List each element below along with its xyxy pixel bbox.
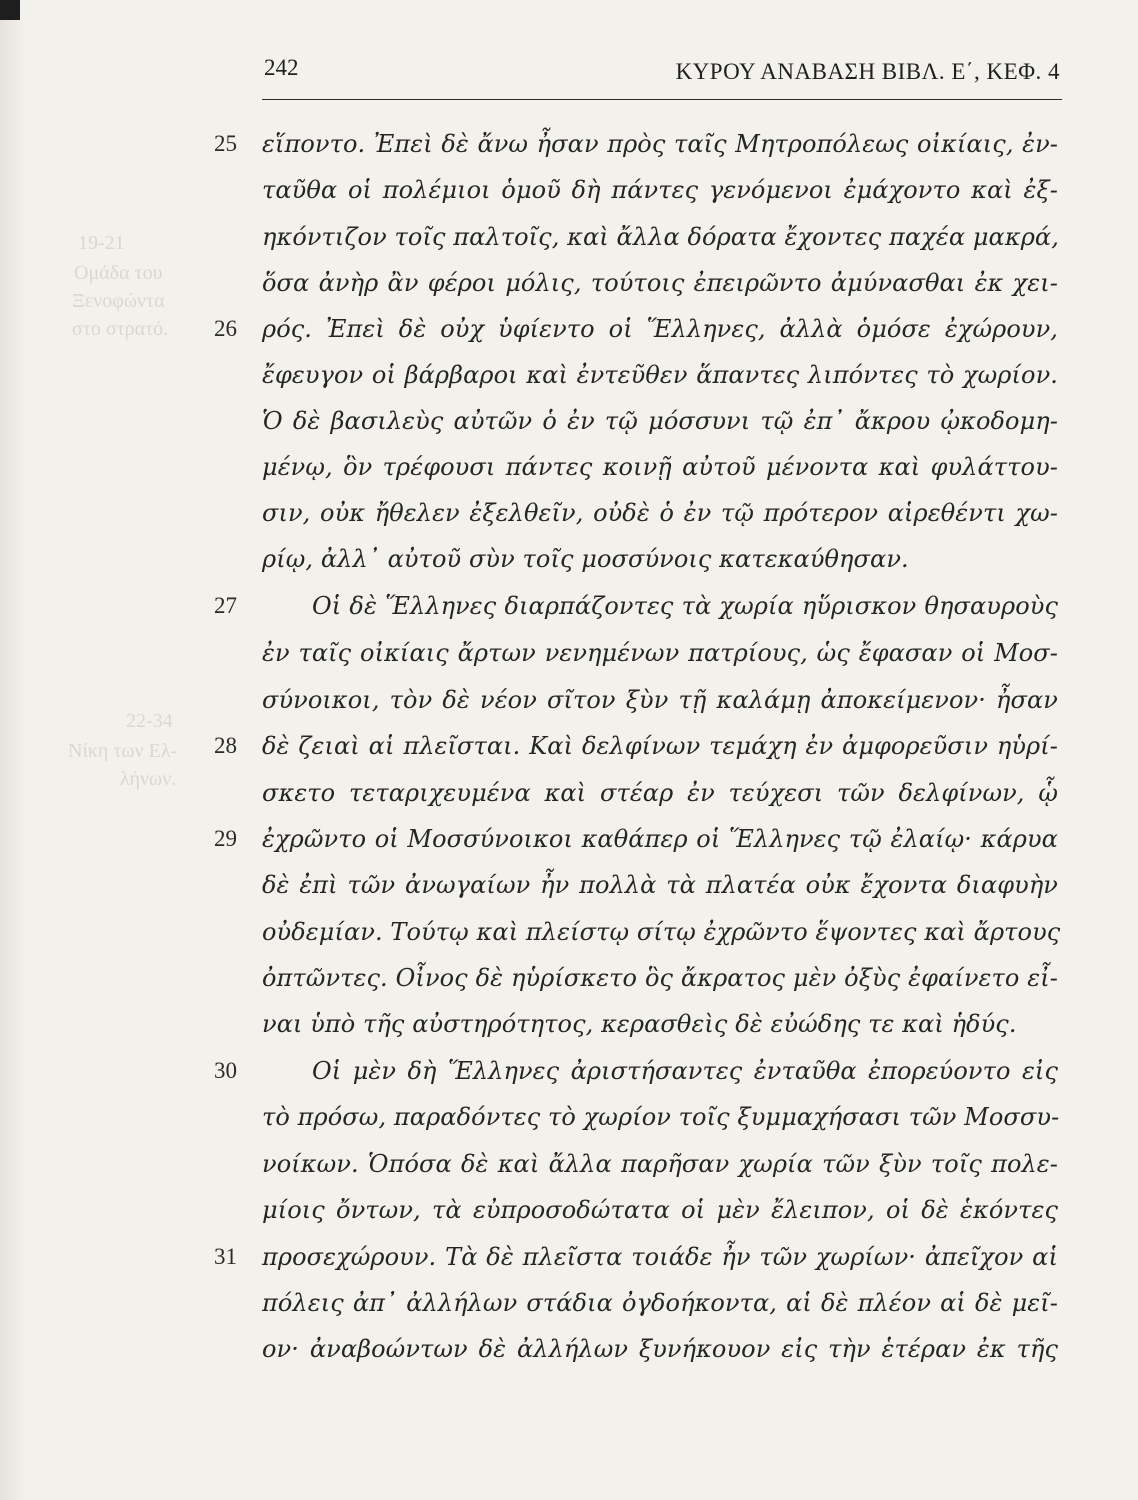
section-number: 27 [214, 593, 237, 618]
text-line: ἐν ταῖς οἰκίαις ἄρτων νενημένων πατρίους, ὡς ἔφασαν οἱ Μοσ- [262, 639, 1058, 667]
text-line: ον· ἀναβοώντων δὲ ἀλλήλων ξυνήκουον εἰς τὴν ἑτέραν ἐκ τῆς [262, 1335, 1058, 1363]
section-number: 29 [214, 826, 237, 851]
bleed-through-note: στο στρατό. [72, 318, 169, 340]
text-line: Οἱ μὲν δὴ Ἕλληνες ἀριστήσαντες ἐνταῦθα ἐπορεύοντο εἰς [312, 1057, 1058, 1085]
text-line: τὸ πρόσω, παραδόντες τὸ χωρίον τοῖς ξυμμαχήσασι τῶν Μοσσυ- [262, 1103, 1060, 1131]
text-line: ἔφευγον οἱ βάρβαροι καὶ ἐντεῦθεν ἅπαντες λιπόντες τὸ χωρίον. [262, 361, 1058, 389]
running-title: ΚΥΡΟΥ ΑΝΑΒΑΣΗ ΒΙΒΛ. Ε΄, ΚΕΦ. 4 [675, 59, 1060, 84]
text-line: ρίῳ, ἀλλ᾽ αὐτοῦ σὺν τοῖς μοσσύνοις κατεκαύθησαν. [262, 545, 909, 573]
text-line: οὐδεμίαν. Τούτῳ καὶ πλείστῳ σίτῳ ἐχρῶντο ἕψοντες καὶ ἄρτους [262, 918, 1061, 946]
text-line: σκετο τεταριχευμένα καὶ στέαρ ἐν τεύχεσι τῶν δελφίνων, ᾧ [262, 779, 1058, 807]
text-line: εἵποντο. Ἐπεὶ δὲ ἄνω ἦσαν πρὸς ταῖς Μητροπόλεως οἰκίαις, ἐν- [262, 130, 1058, 158]
text-line: Ὁ δὲ βασιλεὺς αὐτῶν ὁ ἐν τῷ μόσσυνι τῷ ἐπ᾽ ἄκρου ᾠκοδομη- [262, 407, 1058, 435]
text-line: δὲ ζειαὶ αἱ πλεῖσται. Καὶ δελφίνων τεμάχη ἐν ἀμφορεῦσιν ηὑρί- [262, 732, 1058, 760]
bleed-through-note: λήνων. [120, 768, 177, 790]
bleed-through-note: 22-34 [126, 710, 173, 732]
text-line: μένῳ, ὃν τρέφουσι πάντες κοινῇ αὐτοῦ μένοντα καὶ φυλάττου- [262, 453, 1058, 481]
text-line: ὅσα ἀνὴρ ἂν φέροι μόλις, τούτοις ἐπειρῶντο ἀμύνασθαι ἐκ χει- [262, 269, 1058, 297]
section-number: 25 [214, 131, 237, 156]
section-number: 28 [214, 733, 237, 758]
page-header [262, 55, 1062, 100]
scan-corner-mark [0, 0, 20, 20]
bleed-through-note: Ξενοφώντα [72, 290, 165, 312]
bleed-through-note: 19-21 [78, 232, 125, 254]
page-edge-shadow [0, 20, 26, 1500]
text-line: νοίκων. Ὁπόσα δὲ καὶ ἄλλα παρῆσαν χωρία τῶν ξὺν τοῖς πολε- [262, 1150, 1058, 1178]
text-line: σιν, οὐκ ἤθελεν ἐξελθεῖν, οὐδὲ ὁ ἐν τῷ πρότερον αἱρεθέντι χω- [262, 499, 1058, 527]
text-line: προσεχώρουν. Τὰ δὲ πλεῖστα τοιάδε ἦν τῶν χωρίων· ἀπεῖχον αἱ [262, 1243, 1058, 1271]
text-line: μίοις ὄντων, τὰ εὐπροσοδώτατα οἱ μὲν ἔλειπον, οἱ δὲ ἑκόντες [262, 1196, 1058, 1224]
section-number: 31 [214, 1244, 237, 1269]
text-line: ὀπτῶντες. Οἶνος δὲ ηὑρίσκετο ὃς ἄκρατος μὲν ὀξὺς ἐφαίνετο εἶ- [262, 964, 1058, 992]
text-line: δὲ ἐπὶ τῶν ἀνωγαίων ἦν πολλὰ τὰ πλατέα οὐκ ἔχοντα διαφυὴν [262, 871, 1058, 899]
text-line: ρός. Ἐπεὶ δὲ οὐχ ὑφίεντο οἱ Ἕλληνες, ἀλλὰ ὁμόσε ἐχώρουν, [262, 315, 1058, 343]
bleed-through-note: Νίκη των Ελ- [68, 740, 178, 762]
section-number: 26 [214, 316, 237, 341]
bleed-through-note: Ομάδα του [74, 262, 163, 284]
text-line: πόλεις ἀπ᾽ ἀλλήλων στάδια ὀγδοήκοντα, αἱ δὲ πλέον αἱ δὲ μεῖ- [262, 1289, 1058, 1317]
text-line: ταῦθα οἱ πολέμιοι ὁμοῦ δὴ πάντες γενόμενοι ἐμάχοντο καὶ ἐξ- [262, 176, 1058, 204]
text-line: σύνοικοι, τὸν δὲ νέον σῖτον ξὺν τῇ καλάμῃ ἀποκείμενον· ἦσαν [262, 686, 1058, 714]
section-number: 30 [214, 1058, 237, 1083]
text-line: ηκόντιζον τοῖς παλτοῖς, καὶ ἄλλα δόρατα ἔχοντες παχέα μακρά, [262, 223, 1059, 251]
text-line: ναι ὑπὸ τῆς αὐστηρότητος, κερασθεὶς δὲ εὐώδης τε καὶ ἡδύς. [262, 1010, 1017, 1038]
text-line: ἐχρῶντο οἱ Μοσσύνοικοι καθάπερ οἱ Ἕλληνες τῷ ἐλαίῳ· κάρυα [262, 825, 1058, 853]
page-number: 242 [264, 55, 299, 80]
text-line: Οἱ δὲ Ἕλληνες διαρπάζοντες τὰ χωρία ηὕρισκον θησαυροὺς [312, 592, 1058, 620]
